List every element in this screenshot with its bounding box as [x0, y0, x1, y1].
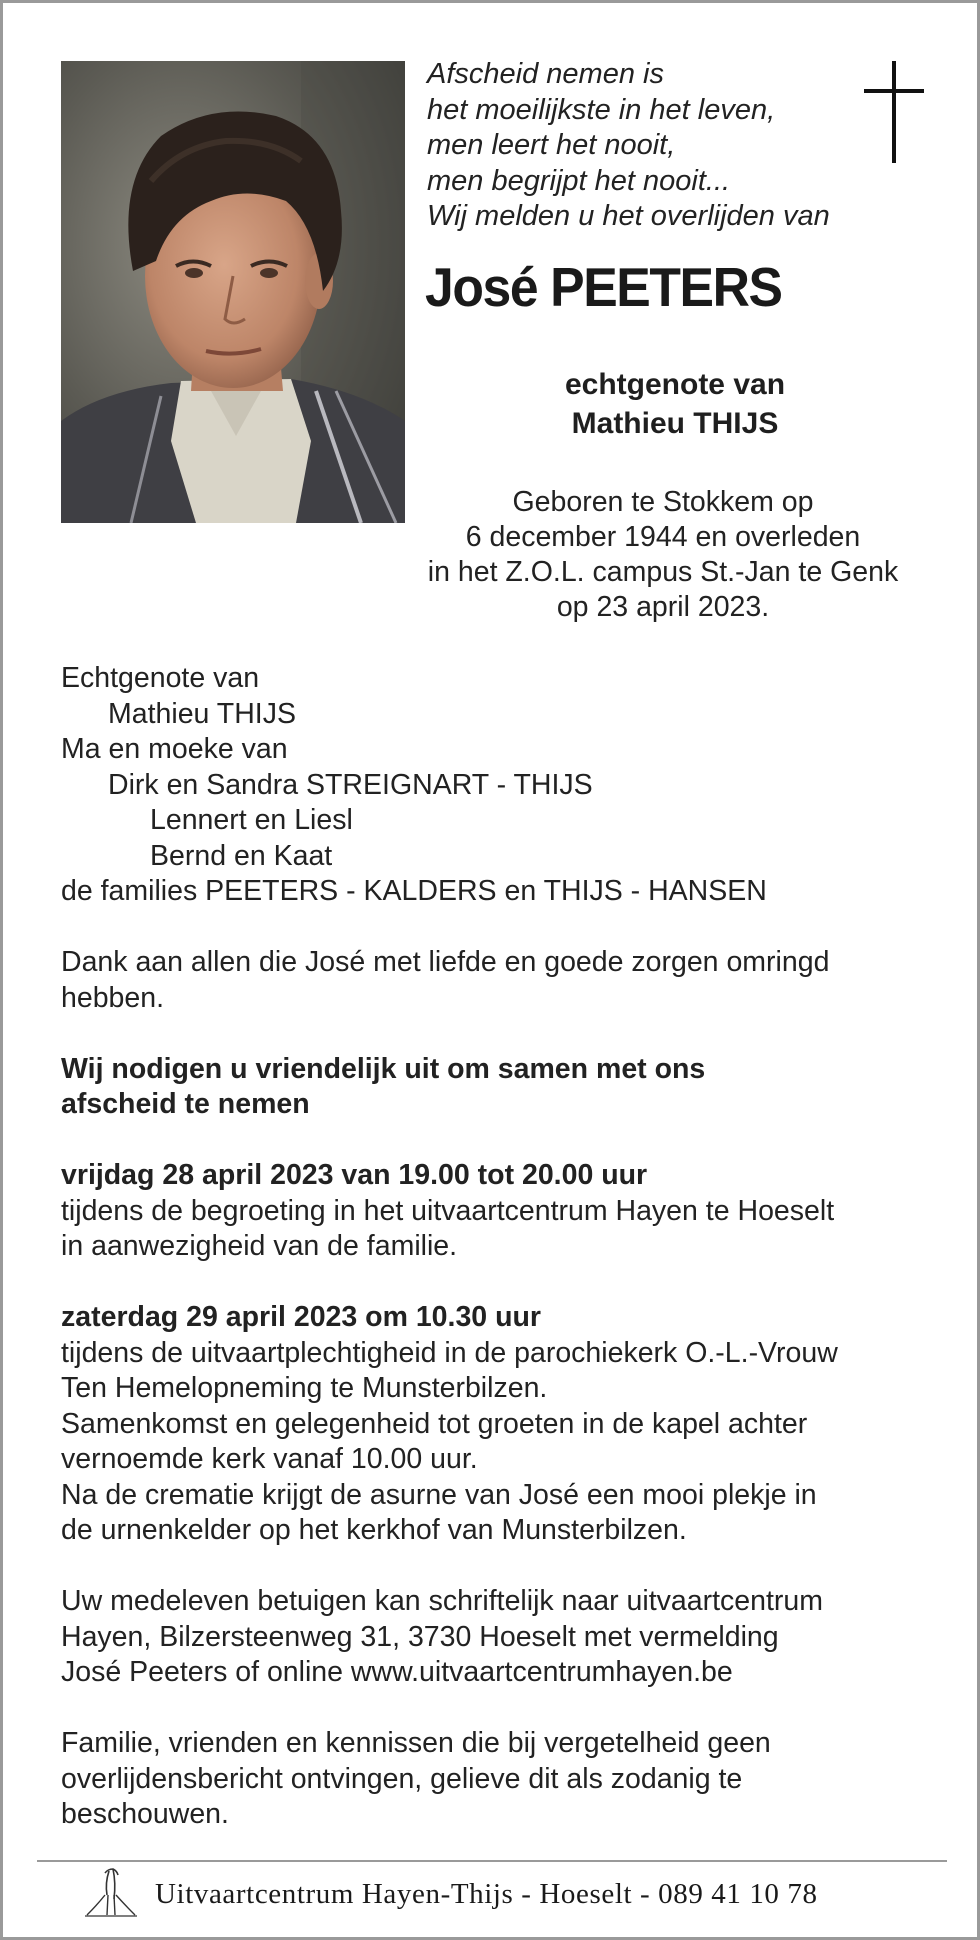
birth-line: Geboren te Stokkem op	[512, 486, 814, 518]
cross-icon	[864, 61, 924, 163]
invite-line: afscheid te nemen	[61, 1088, 310, 1120]
family-line: de families PEETERS - KALDERS en THIJS - HANSEN	[61, 875, 767, 907]
family-line: Lennert en Liesl	[150, 804, 353, 836]
funeral-home-logo-icon	[83, 1865, 139, 1919]
family-line: Bernd en Kaat	[150, 839, 333, 872]
event-line: Samenkomst en gelegenheid tot groeten in de kapel achter	[61, 1407, 808, 1440]
condolence-line: Uw medeleven betuigen kan schriftelijk naar uitvaartcentrum	[61, 1585, 823, 1617]
portrait-photo	[61, 61, 405, 523]
poem-line: men leert het nooit,	[427, 129, 676, 161]
family-line: Dirk en Sandra STREIGNART - THIJS	[108, 768, 593, 801]
condolence-line: Hayen, Bilzersteenweg 31, 3730 Hoeselt met vermelding	[61, 1620, 779, 1653]
family-line: Mathieu THIJS	[108, 697, 296, 730]
invite-line: Wij nodigen u vriendelijk uit om samen met ons	[61, 1052, 706, 1085]
thanks-line: Dank aan allen die José met liefde en goede zorgen omringd	[61, 946, 830, 978]
thanks-line: hebben.	[61, 981, 165, 1014]
family-line: Echtgenote van	[61, 662, 260, 694]
spouse-line: Mathieu THIJS	[571, 407, 779, 440]
event-line: Na de crematie krijgt de asurne van José een mooi plekje in	[61, 1478, 817, 1511]
event-heading: vrijdag 28 april 2023 van 19.00 tot 20.00 uur	[61, 1159, 648, 1191]
poem-line: men begrijpt het nooit...	[427, 164, 731, 197]
event-line: in aanwezigheid van de familie.	[61, 1230, 458, 1262]
event-line: de urnenkelder op het kerkhof van Munsterbilzen.	[61, 1514, 687, 1546]
birth-line: op 23 april 2023.	[556, 591, 770, 623]
event-line: tijdens de uitvaartplechtigheid in de parochiekerk O.-L.-Vrouw	[61, 1336, 838, 1369]
birth-line: in het Z.O.L. campus St.-Jan te Genk	[427, 556, 899, 588]
spouse-line: echtgenote van	[564, 368, 786, 401]
birth-death-info	[383, 485, 943, 625]
family-line: Ma en moeke van	[61, 733, 288, 765]
closing-line: overlijdensbericht ontvingen, gelieve dit als zodanig te	[61, 1762, 743, 1795]
spouse-info	[475, 365, 875, 443]
condolence-line: José Peeters of online www.uitvaartcentrumhayen.be	[61, 1656, 733, 1688]
footer-contact: Uitvaartcentrum Hayen-Thijs - Hoeselt - 089 41 10 78	[155, 1878, 818, 1910]
poem-line: Wij melden u het overlijden van	[427, 200, 830, 232]
birth-line: 6 december 1944 en overleden	[465, 521, 861, 553]
event-heading: zaterdag 29 april 2023 om 10.30 uur	[61, 1301, 541, 1333]
closing-line: Familie, vrienden en kennissen die bij vergetelheid geen	[61, 1727, 771, 1759]
obituary-body	[61, 661, 941, 1833]
footer-divider	[37, 1860, 947, 1862]
event-line: vernoemde kerk vanaf 10.00 uur.	[61, 1443, 478, 1475]
closing-line: beschouwen.	[61, 1798, 229, 1830]
poem-line: Afscheid nemen is	[427, 58, 664, 90]
event-line: tijdens de begroeting in het uitvaartcentrum Hayen te Hoeselt	[61, 1194, 835, 1227]
poem-line: het moeilijkste in het leven,	[427, 93, 776, 126]
deceased-name: José PEETERS	[425, 256, 782, 318]
poem-verse	[427, 57, 857, 235]
event-line: Ten Hemelopneming te Munsterbilzen.	[61, 1372, 548, 1404]
footer	[83, 1865, 923, 1925]
